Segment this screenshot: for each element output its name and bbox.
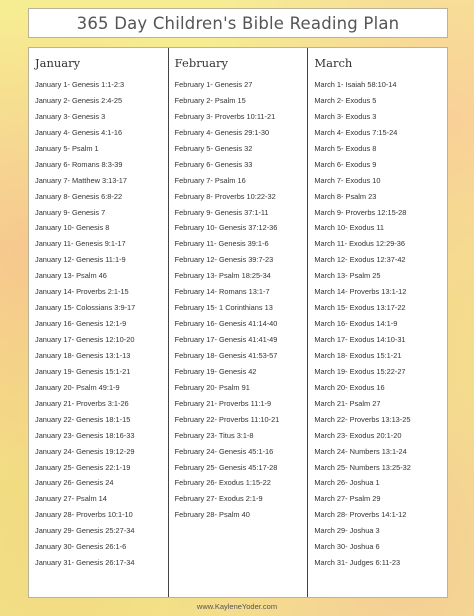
reading-entry: March 3- Exodus 3	[314, 111, 377, 121]
reading-entry: March 15- Exodus 13:17-22	[314, 303, 406, 313]
reading-entry: February 24- Genesis 45:1-16	[174, 446, 274, 456]
reading-entry: January 13- Psalm 46	[35, 271, 107, 281]
reading-entry: February 25- Genesis 45:17-28	[174, 462, 278, 472]
reading-entry: January 30- Genesis 26:1-6	[35, 542, 127, 552]
month-heading: March	[314, 56, 353, 70]
reading-entry: January 27- Psalm 14	[35, 494, 107, 504]
reading-entry: February 9- Genesis 37:1-11	[174, 207, 269, 217]
reading-entry: February 20- Psalm 91	[174, 382, 250, 392]
reading-entry: February 2- Psalm 15	[174, 95, 246, 105]
reading-list	[175, 77, 308, 523]
reading-entry: March 12- Exodus 12:37-42	[314, 255, 406, 265]
reading-list	[35, 77, 168, 571]
reading-entry: March 13- Psalm 25	[314, 271, 381, 281]
reading-entry: March 29- Joshua 3	[314, 526, 380, 536]
reading-entry: March 1- Isaiah 58:10-14	[314, 80, 397, 89]
reading-entry: January 16- Genesis 12:1-9	[35, 319, 127, 329]
reading-entry: January 1- Genesis 1:1-2:3	[35, 80, 125, 89]
reading-entry: February 15- 1 Corinthians 13	[174, 303, 273, 313]
month-heading: February	[174, 56, 228, 70]
reading-entry: February 19- Genesis 42	[174, 366, 257, 376]
reading-entry: February 27- Exodus 2:1-9	[174, 494, 263, 504]
reading-entry: February 11- Genesis 39:1-6	[174, 239, 269, 249]
reading-entry: March 4- Exodus 7:15-24	[314, 127, 398, 137]
reading-entry: March 31- Judges 6:11-23	[314, 558, 401, 568]
reading-entry: March 8- Psalm 23	[314, 191, 377, 201]
reading-entry: February 21- Proverbs 11:1-9	[174, 398, 272, 408]
reading-entry: January 11- Genesis 9:1-17	[35, 239, 126, 249]
reading-entry: March 26- Joshua 1	[314, 478, 380, 488]
reading-entry: January 18- Genesis 13:1-13	[35, 350, 131, 360]
reading-entry: March 19- Exodus 15:22-27	[314, 366, 406, 376]
reading-entry: February 14- Romans 13:1-7	[174, 287, 270, 297]
reading-entry: March 24- Numbers 13:1-24	[314, 446, 407, 456]
reading-entry: January 10- Genesis 8	[35, 223, 110, 233]
month-column-january	[29, 48, 168, 597]
reading-entry: January 7- Matthew 3:13-17	[35, 175, 128, 185]
reading-entry: March 16- Exodus 14:1-9	[314, 319, 398, 329]
reading-entry: March 25- Numbers 13:25-32	[314, 462, 411, 472]
reading-entry: February 17- Genesis 41:41-49	[174, 335, 278, 344]
reading-entry: March 6- Exodus 9	[314, 159, 377, 169]
reading-entry: March 18- Exodus 15:1-21	[314, 350, 402, 360]
reading-entry: March 2- Exodus 5	[314, 95, 377, 105]
reading-entry: January 19- Genesis 15:1-21	[35, 366, 131, 376]
reading-entry: March 17- Exodus 14:10-31	[314, 335, 406, 344]
website-url[interactable]: www.KayleneYoder.com	[196, 602, 278, 611]
reading-entry: January 29- Genesis 25:27-34	[35, 526, 135, 536]
reading-entry: January 23- Genesis 18:16-33	[35, 430, 135, 440]
month-heading: January	[35, 56, 81, 70]
reading-entry: February 22- Proverbs 11:10-21	[174, 414, 280, 424]
reading-list	[314, 77, 447, 571]
reading-entry: February 1- Genesis 27	[174, 80, 253, 89]
reading-entry: February 5- Genesis 32	[174, 143, 253, 153]
reading-entry: January 17- Genesis 12:10-20	[35, 335, 135, 344]
reading-entry: March 10- Exodus 11	[314, 223, 385, 233]
reading-entry: March 23- Exodus 20:1-20	[314, 430, 402, 440]
reading-entry: January 14- Proverbs 2:1-15	[35, 287, 129, 297]
reading-entry: January 3- Genesis 3	[35, 111, 106, 121]
reading-entry: February 3- Proverbs 10:11-21	[174, 111, 276, 121]
month-column-march	[307, 48, 447, 597]
reading-entry: January 12- Genesis 11:1-9	[35, 255, 126, 265]
reading-entry: February 6- Genesis 33	[174, 159, 253, 169]
reading-entry: February 4- Genesis 29:1-30	[174, 127, 270, 137]
reading-entry: January 28- Proverbs 10:1-10	[35, 510, 133, 520]
reading-entry: January 15- Colossians 3:9-17	[35, 303, 136, 313]
reading-entry: February 7- Psalm 16	[174, 175, 246, 185]
reading-entry: February 13- Psalm 18:25-34	[174, 271, 271, 281]
reading-entry: January 20- Psalm 49:1-9	[35, 382, 120, 392]
reading-entry: January 22- Genesis 18:1-15	[35, 414, 131, 424]
reading-entry: February 8- Proverbs 10:22-32	[174, 191, 276, 201]
reading-plan-table	[28, 47, 448, 598]
reading-entry: January 31- Genesis 26:17-34	[35, 558, 135, 568]
reading-entry: March 20- Exodus 16	[314, 382, 385, 392]
reading-entry: January 2- Genesis 2:4-25	[35, 95, 123, 105]
reading-entry: February 26- Exodus 1:15-22	[174, 478, 271, 488]
reading-entry: March 11- Exodus 12:29-36	[314, 239, 405, 249]
reading-entry: March 7- Exodus 10	[314, 175, 381, 185]
reading-entry: January 4- Genesis 4:1-16	[35, 127, 123, 137]
reading-entry: February 12- Genesis 39:7-23	[174, 255, 274, 265]
month-column-february	[168, 48, 308, 597]
reading-entry: February 23- Titus 3:1-8	[174, 430, 254, 440]
reading-entry: January 8- Genesis 6:8-22	[35, 191, 123, 201]
reading-entry: January 9- Genesis 7	[35, 207, 106, 217]
reading-entry: March 9- Proverbs 12:15-28	[314, 207, 407, 217]
reading-entry: March 28- Proverbs 14:1-12	[314, 510, 407, 520]
reading-entry: February 18- Genesis 41:53-57	[174, 350, 278, 360]
reading-entry: January 26- Genesis 24	[35, 478, 114, 488]
reading-entry: March 27- Psalm 29	[314, 494, 381, 504]
reading-entry: January 5- Psalm 1	[35, 143, 99, 153]
reading-entry: March 14- Proverbs 13:1-12	[314, 287, 407, 297]
reading-entry: February 10- Genesis 37:12-36	[174, 223, 278, 233]
reading-entry: January 6- Romans 8:3-39	[35, 159, 123, 169]
reading-entry: January 25- Genesis 22:1-19	[35, 462, 131, 472]
reading-entry: March 30- Joshua 6	[314, 542, 380, 552]
reading-entry: February 16- Genesis 41:14-40	[174, 319, 278, 329]
reading-entry: March 22- Proverbs 13:13-25	[314, 414, 411, 424]
reading-entry: March 5- Exodus 8	[314, 143, 377, 153]
reading-entry: February 28- Psalm 40	[174, 510, 250, 520]
reading-entry: March 21- Psalm 27	[314, 398, 381, 408]
page-title: 365 Day Children's Bible Reading Plan	[28, 8, 448, 38]
reading-entry: January 24- Genesis 19:12-29	[35, 446, 135, 456]
reading-entry: January 21- Proverbs 3:1-26	[35, 398, 129, 408]
